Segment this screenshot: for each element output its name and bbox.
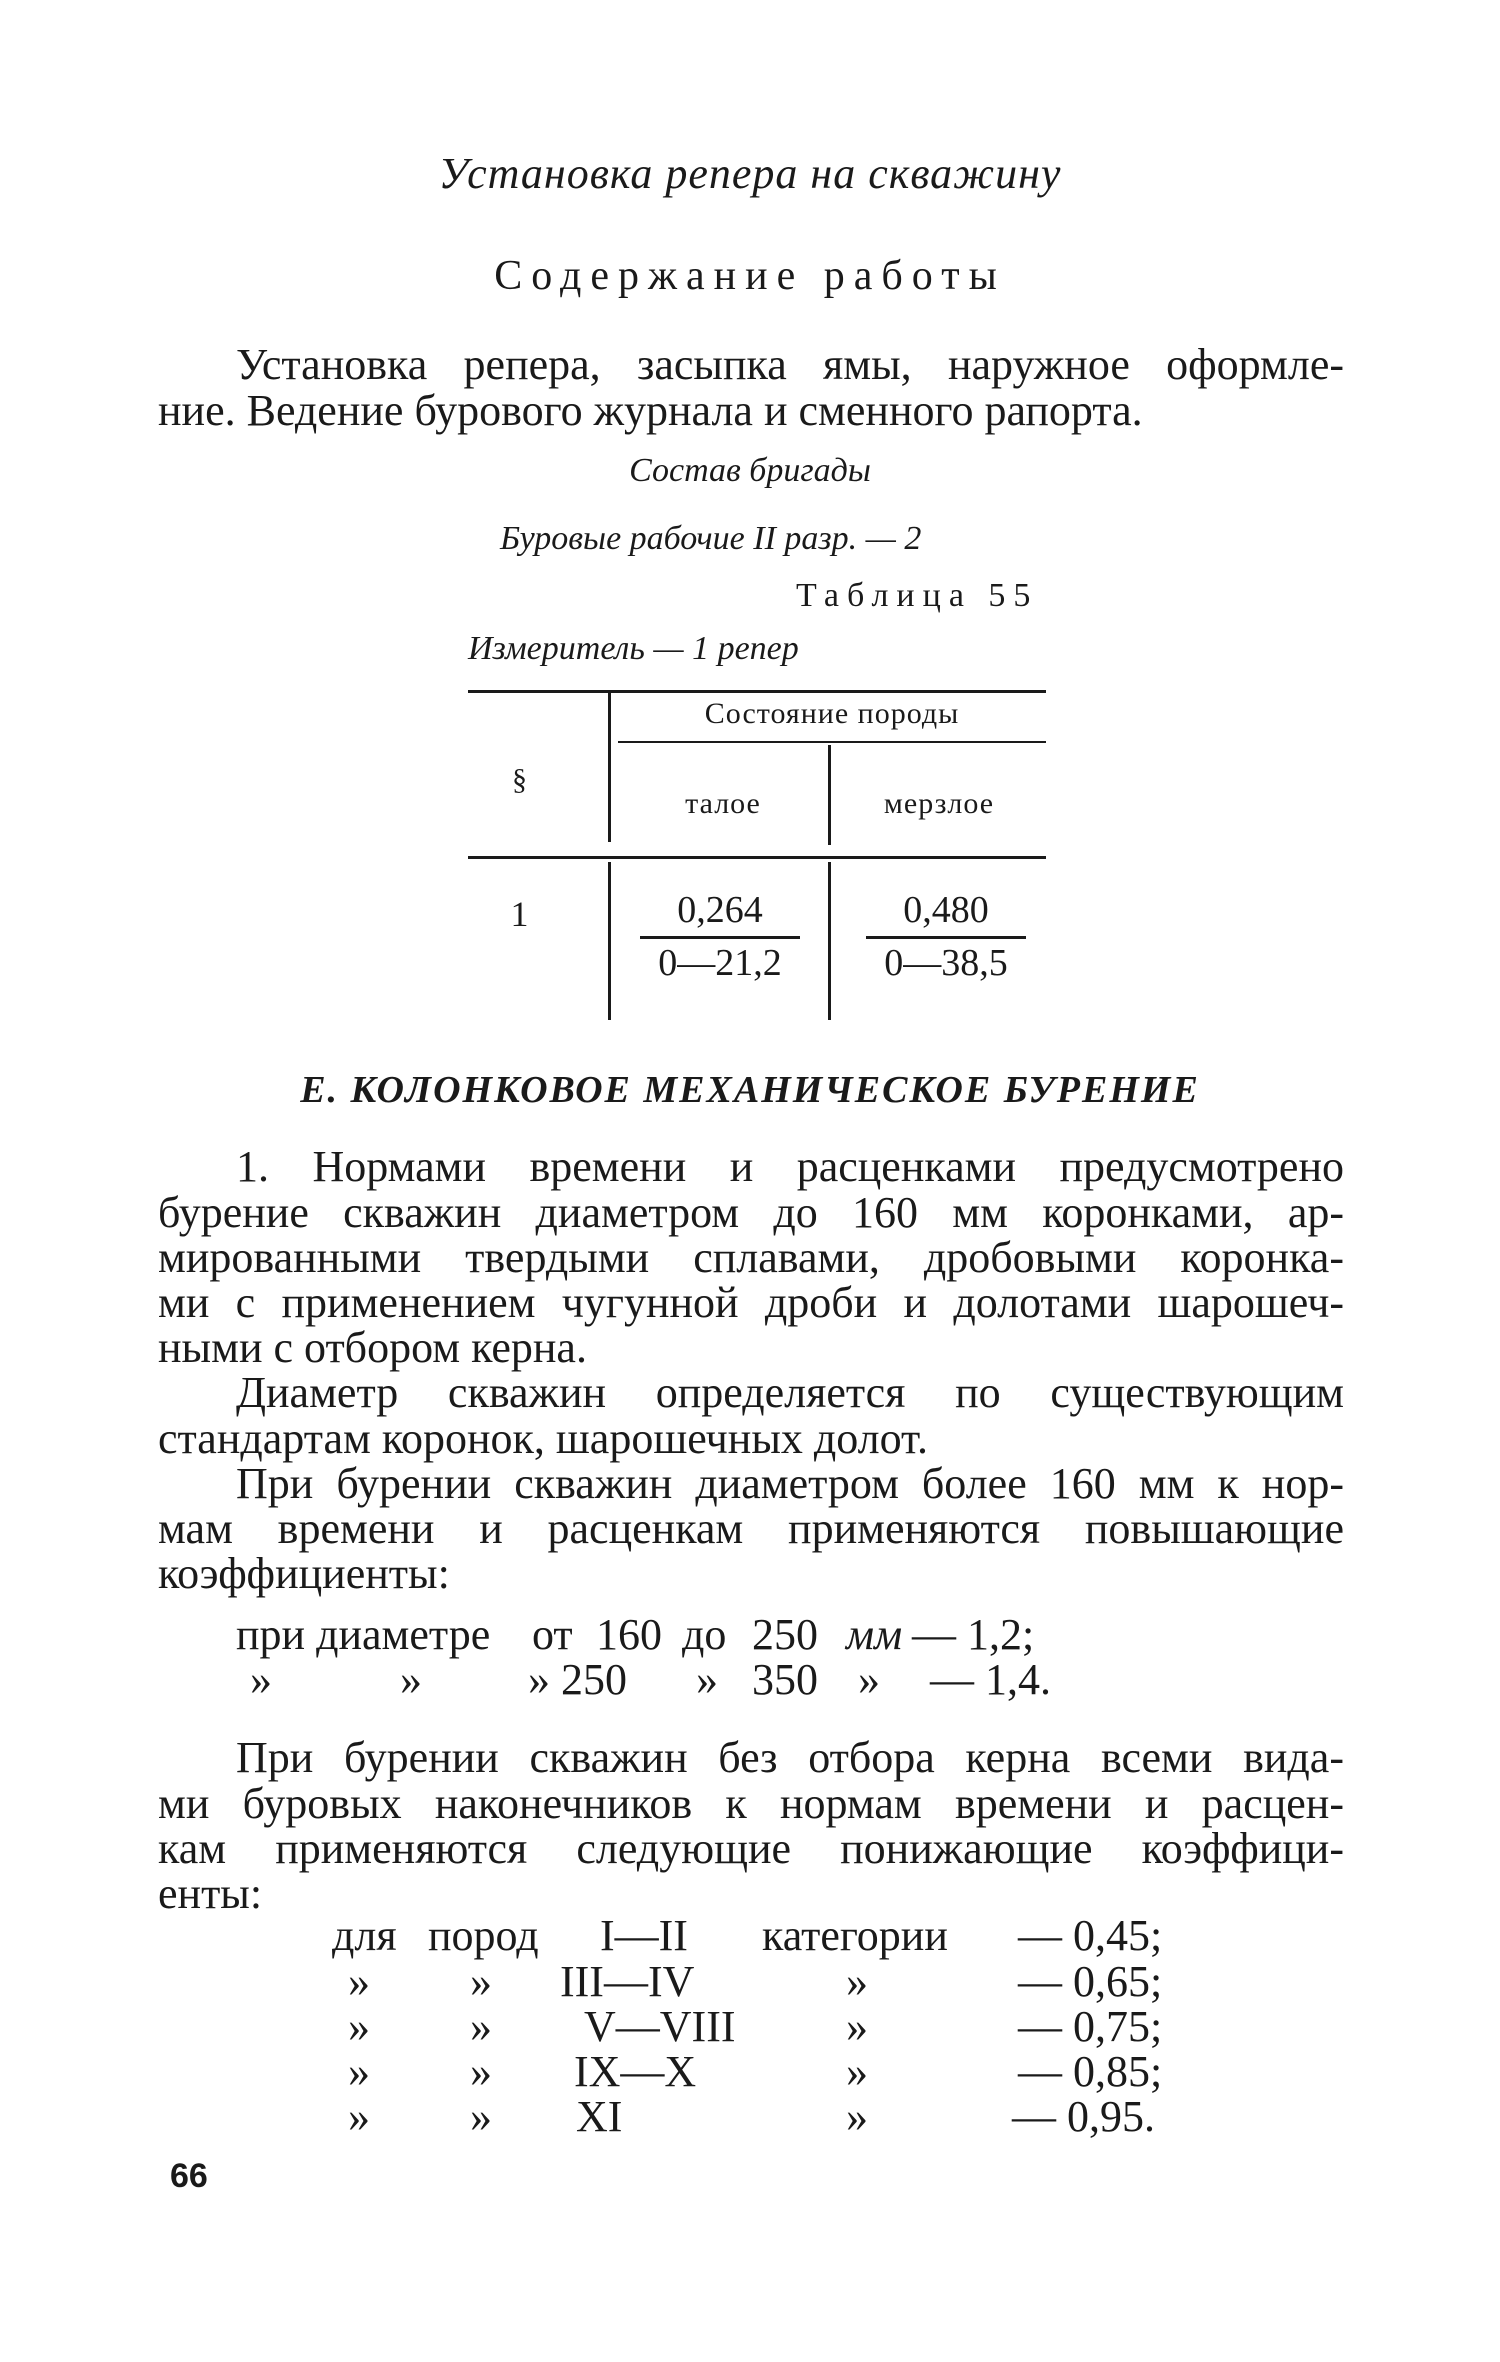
para2-line-1: Диаметр скважин определяется по существующим — [236, 1368, 1344, 1417]
table-group-header: Состояние породы — [704, 697, 960, 730]
para4-line-2: ми буровых наконечников к нормам времени и расцен- — [158, 1779, 1344, 1828]
rock-r2-c1: » — [348, 1957, 370, 2006]
table-col-section: § — [512, 763, 528, 796]
para3-line-2: мам времени и расценкам применяются повышающие — [158, 1504, 1344, 1553]
table-header-rule — [468, 856, 1046, 859]
diam-r1-c6: мм — [846, 1610, 903, 1659]
para4-line-3: кам применяются следующие понижающие коэффици- — [158, 1824, 1344, 1873]
rock-r5-c1: » — [348, 2092, 370, 2141]
rock-r1-c1: для — [332, 1911, 397, 1960]
diam-r1-c1: при диаметре — [236, 1610, 491, 1659]
diam-r1-c3: 160 — [596, 1610, 662, 1659]
crew-heading: Состав бригады — [629, 452, 871, 489]
rock-r5-c4: » — [846, 2092, 868, 2141]
work-text-line-2: ние. Ведение бурового журнала и сменного рапорта. — [158, 386, 1143, 435]
rock-r4-c2: » — [470, 2047, 492, 2096]
para3-line-3: коэффициенты: — [158, 1549, 450, 1598]
para1-line-1: 1. Нормами времени и расценками предусмотрено — [236, 1142, 1344, 1191]
thawed-price-value: 0—21,2 — [640, 936, 800, 985]
rock-r4-c3: IX—X — [574, 2047, 697, 2096]
table-cell-frozen — [866, 888, 1026, 985]
table-vline-4 — [828, 862, 831, 1020]
rock-r3-c1: » — [348, 2002, 370, 2051]
table-cell-thawed — [640, 888, 800, 985]
rock-r2-c4: » — [846, 1957, 868, 2006]
table-col-thawed: талое — [685, 787, 761, 820]
chapter-heading: Е. КОЛОНКОВОЕ МЕХАНИЧЕСКОЕ БУРЕНИЕ — [300, 1069, 1200, 1111]
para2-line-2: стандартам коронок, шарошечных долот. — [158, 1414, 928, 1463]
para1-line-5: ными с отбором керна. — [158, 1323, 587, 1372]
rock-r1-c3: I—II — [600, 1911, 688, 1960]
table-top-rule — [468, 690, 1046, 693]
para4-line-4: енты: — [158, 1869, 263, 1918]
rock-r2-c3: III—IV — [560, 1957, 695, 2006]
rock-r2-c5: — 0,65; — [1018, 1957, 1163, 2006]
rock-r4-c1: » — [348, 2047, 370, 2096]
diam-r2-c2: » — [400, 1655, 422, 1704]
table-vline-3 — [608, 862, 611, 1020]
para3-line-1: При бурении скважин диаметром более 160 мм к нор- — [236, 1459, 1344, 1508]
page-number: 66 — [170, 2157, 208, 2195]
rock-r2-c2: » — [470, 1957, 492, 2006]
rock-r4-c5: — 0,85; — [1018, 2047, 1163, 2096]
diam-r2-c7: — 1,4. — [930, 1655, 1051, 1704]
diam-r1-c2: от — [532, 1610, 573, 1659]
table-vline-2 — [828, 745, 831, 845]
rock-r3-c4: » — [846, 2002, 868, 2051]
table-col-frozen: мерзлое — [883, 787, 995, 820]
rock-r5-c3: XI — [576, 2092, 623, 2141]
diam-r2-c1: » — [250, 1655, 272, 1704]
work-text-line-1: Установка репера, засыпка ямы, наружное оформле- — [236, 340, 1344, 389]
diam-r2-c4: » — [696, 1655, 718, 1704]
frozen-price-value: 0—38,5 — [866, 936, 1026, 985]
rock-r3-c5: — 0,75; — [1018, 2002, 1163, 2051]
table-label: Таблица 55 — [796, 577, 1039, 614]
crew-text: Буровые рабочие II разр. — 2 — [500, 520, 922, 557]
section-title: Установка репера на скважину — [438, 149, 1062, 198]
para1-line-4: ми с применением чугунной дроби и долотами шарошеч- — [158, 1278, 1344, 1327]
rock-r1-c4: категории — [762, 1911, 948, 1960]
table-group-rule — [618, 741, 1046, 743]
rock-r1-c2: пород — [428, 1911, 539, 1960]
diam-r1-c5: 250 — [752, 1610, 818, 1659]
diam-r1-c7: — 1,2; — [912, 1610, 1035, 1659]
rock-r4-c4: » — [846, 2047, 868, 2096]
diam-r1-c4: до — [682, 1610, 727, 1659]
rock-r1-c5: — 0,45; — [1018, 1911, 1163, 1960]
diam-r2-c6: » — [858, 1655, 880, 1704]
table-row-section: 1 — [510, 894, 530, 934]
rock-r3-c3: V—VIII — [584, 2002, 736, 2051]
table-measure: Измеритель — 1 репер — [468, 630, 799, 667]
rock-r5-c5: — 0,95. — [1012, 2092, 1155, 2141]
para1-line-2: бурение скважин диаметром до 160 мм коронками, ар- — [158, 1188, 1344, 1237]
thawed-time-value: 0,264 — [677, 889, 763, 931]
rock-r3-c2: » — [470, 2002, 492, 2051]
work-heading: Содержание работы — [494, 253, 1006, 299]
diam-r2-c5: 350 — [752, 1655, 818, 1704]
para4-line-1: При бурении скважин без отбора керна всеми вида- — [236, 1733, 1344, 1782]
frozen-time-value: 0,480 — [903, 889, 989, 931]
table-vline-1 — [608, 692, 611, 842]
para1-line-3: мированными твердыми сплавами, дробовыми коронка- — [158, 1233, 1344, 1282]
rock-r5-c2: » — [470, 2092, 492, 2141]
diam-r2-c3: » 250 — [528, 1655, 627, 1704]
